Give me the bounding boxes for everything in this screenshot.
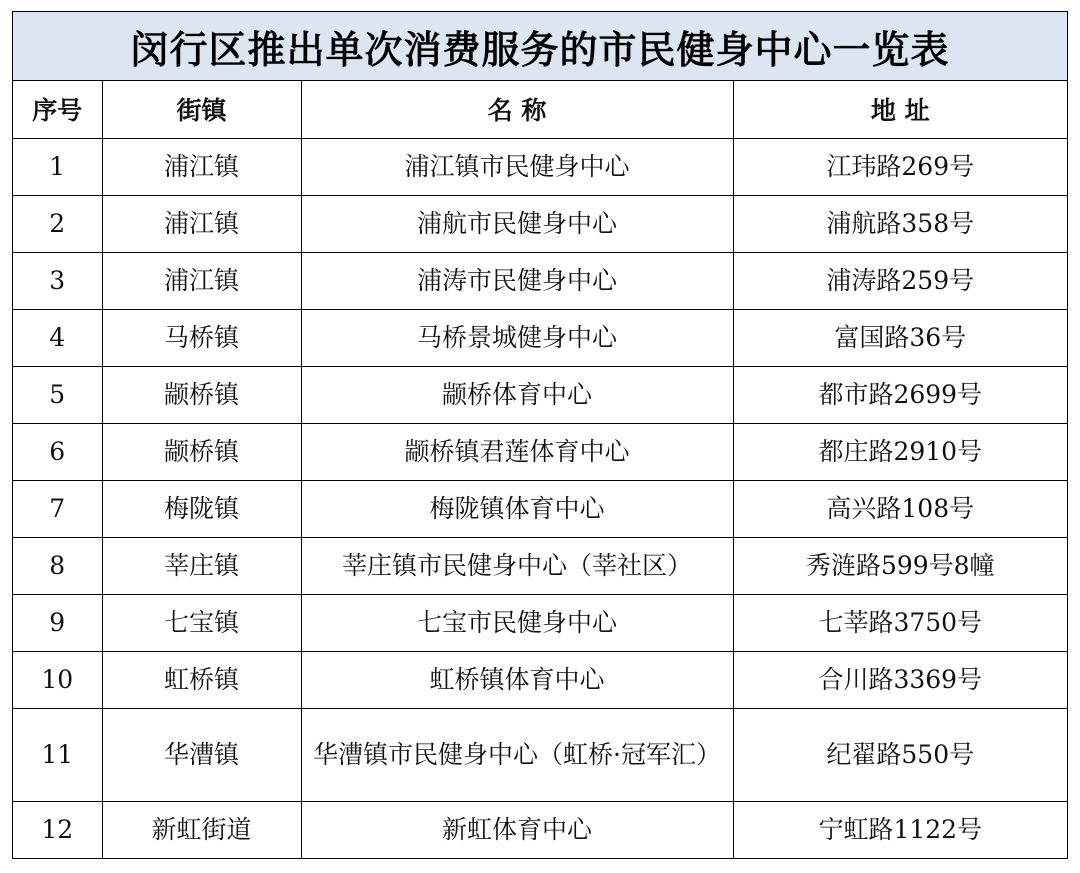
cell-name: 华漕镇市民健身中心（虹桥·冠军汇） bbox=[301, 708, 733, 801]
table-row bbox=[13, 651, 1067, 708]
cell-town: 浦江镇 bbox=[102, 195, 301, 252]
cell-name: 七宝市民健身中心 bbox=[301, 594, 733, 651]
cell-name: 浦江镇市民健身中心 bbox=[301, 138, 733, 195]
cell-name: 颛桥镇君莲体育中心 bbox=[301, 423, 733, 480]
table-title: 闵行区推出单次消费服务的市民健身中心一览表 bbox=[13, 12, 1067, 81]
cell-town: 莘庄镇 bbox=[102, 537, 301, 594]
cell-address: 都庄路2910号 bbox=[733, 423, 1067, 480]
cell-town: 梅陇镇 bbox=[102, 480, 301, 537]
cell-town: 颛桥镇 bbox=[102, 366, 301, 423]
table-row bbox=[13, 480, 1067, 537]
cell-address: 浦涛路259号 bbox=[733, 252, 1067, 309]
table-row bbox=[13, 195, 1067, 252]
cell-town: 浦江镇 bbox=[102, 252, 301, 309]
table-row bbox=[13, 594, 1067, 651]
cell-name: 虹桥镇体育中心 bbox=[301, 651, 733, 708]
header-no: 序号 bbox=[13, 81, 102, 138]
header-address: 地 址 bbox=[733, 81, 1067, 138]
cell-address: 浦航路358号 bbox=[733, 195, 1067, 252]
table-row bbox=[13, 708, 1067, 801]
cell-no: 3 bbox=[13, 252, 102, 309]
cell-no: 2 bbox=[13, 195, 102, 252]
cell-address: 富国路36号 bbox=[733, 309, 1067, 366]
cell-no: 12 bbox=[13, 801, 102, 858]
cell-town: 华漕镇 bbox=[102, 708, 301, 801]
header-row bbox=[13, 81, 1067, 138]
cell-town: 浦江镇 bbox=[102, 138, 301, 195]
cell-address: 高兴路108号 bbox=[733, 480, 1067, 537]
cell-address: 合川路3369号 bbox=[733, 651, 1067, 708]
cell-address: 宁虹路1122号 bbox=[733, 801, 1067, 858]
cell-address: 七莘路3750号 bbox=[733, 594, 1067, 651]
table-row bbox=[13, 423, 1067, 480]
cell-address: 江玮路269号 bbox=[733, 138, 1067, 195]
cell-no: 6 bbox=[13, 423, 102, 480]
cell-no: 5 bbox=[13, 366, 102, 423]
cell-name: 浦涛市民健身中心 bbox=[301, 252, 733, 309]
cell-no: 11 bbox=[13, 708, 102, 801]
cell-name: 新虹体育中心 bbox=[301, 801, 733, 858]
cell-town: 七宝镇 bbox=[102, 594, 301, 651]
table-row bbox=[13, 252, 1067, 309]
cell-no: 9 bbox=[13, 594, 102, 651]
cell-name: 莘庄镇市民健身中心（莘社区） bbox=[301, 537, 733, 594]
header-name: 名 称 bbox=[301, 81, 733, 138]
cell-name: 颛桥体育中心 bbox=[301, 366, 733, 423]
cell-name: 马桥景城健身中心 bbox=[301, 309, 733, 366]
header-town: 街镇 bbox=[102, 81, 301, 138]
fitness-center-table-sheet bbox=[12, 11, 1068, 859]
table-row bbox=[13, 537, 1067, 594]
cell-town: 新虹街道 bbox=[102, 801, 301, 858]
cell-no: 4 bbox=[13, 309, 102, 366]
cell-name: 浦航市民健身中心 bbox=[301, 195, 733, 252]
cell-address: 都市路2699号 bbox=[733, 366, 1067, 423]
cell-address: 纪翟路550号 bbox=[733, 708, 1067, 801]
cell-no: 1 bbox=[13, 138, 102, 195]
fitness-center-table bbox=[13, 81, 1067, 858]
table-row bbox=[13, 309, 1067, 366]
cell-no: 7 bbox=[13, 480, 102, 537]
table-row bbox=[13, 366, 1067, 423]
cell-no: 8 bbox=[13, 537, 102, 594]
table-row bbox=[13, 801, 1067, 858]
cell-town: 虹桥镇 bbox=[102, 651, 301, 708]
cell-name: 梅陇镇体育中心 bbox=[301, 480, 733, 537]
cell-no: 10 bbox=[13, 651, 102, 708]
cell-town: 颛桥镇 bbox=[102, 423, 301, 480]
table-row bbox=[13, 138, 1067, 195]
cell-town: 马桥镇 bbox=[102, 309, 301, 366]
cell-address: 秀涟路599号8幢 bbox=[733, 537, 1067, 594]
